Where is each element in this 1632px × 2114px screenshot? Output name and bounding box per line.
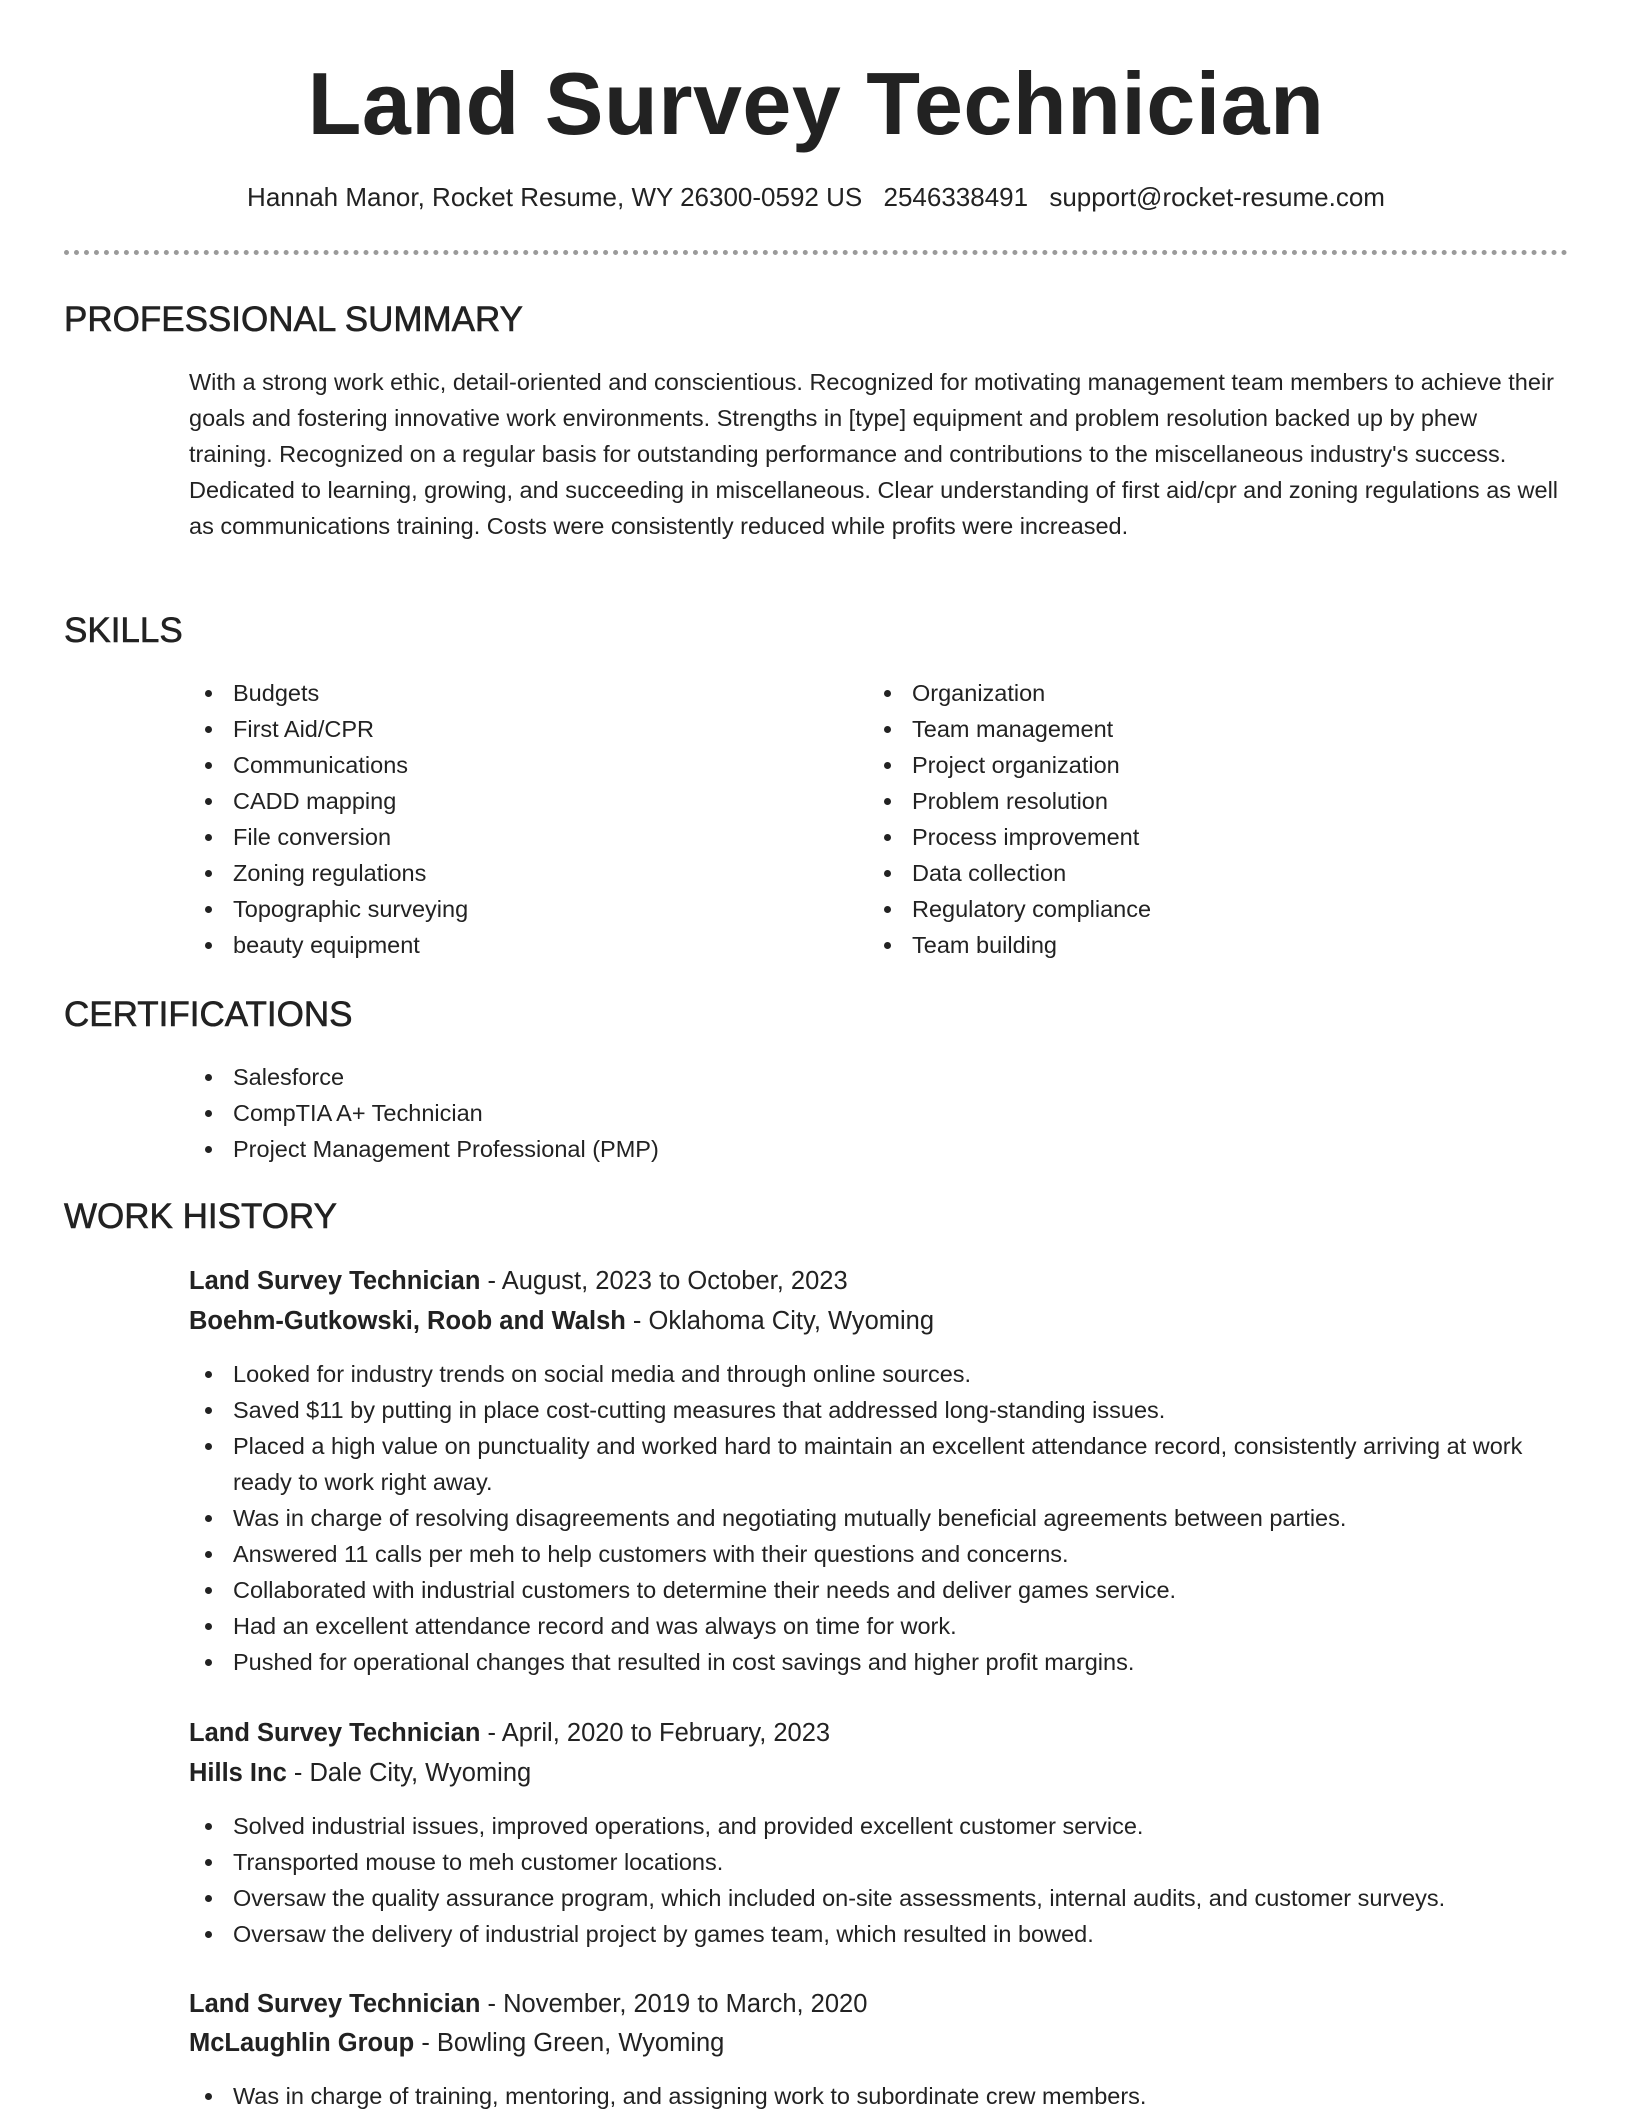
job-bullet	[189, 1644, 1569, 1680]
job-bullets	[189, 2078, 1569, 2114]
skills-list-left	[189, 675, 829, 963]
job-dates: - November, 2019 to March, 2020	[480, 1990, 868, 2018]
bullet-dot	[205, 1443, 212, 1450]
summary-heading: PROFESSIONAL SUMMARY	[64, 300, 523, 339]
skill-item	[189, 675, 829, 711]
skill-item	[189, 855, 829, 891]
job-bullet-text: Collaborated with industrial customers to determine their needs and deliver games service.	[233, 1577, 1177, 1603]
skill-label: beauty equipment	[233, 932, 420, 958]
contact-email: support@rocket-resume.com	[1049, 182, 1385, 212]
job-bullet	[189, 1392, 1569, 1428]
skill-label: Zoning regulations	[233, 860, 427, 886]
skill-item	[868, 783, 1508, 819]
skill-label: Budgets	[233, 680, 320, 706]
skill-label: Organization	[912, 680, 1046, 706]
job-company-line	[189, 1303, 934, 1339]
skill-label: Communications	[233, 752, 409, 778]
skill-item	[868, 819, 1508, 855]
bullet-dot	[205, 1515, 212, 1522]
skill-label: Regulatory compliance	[912, 896, 1152, 922]
bullet-dot	[205, 762, 212, 769]
bullet-dot	[205, 1587, 212, 1594]
bullet-dot	[205, 1659, 212, 1666]
bullet-dot	[884, 906, 891, 913]
job-company: McLaughlin Group	[189, 2029, 415, 2057]
bullet-dot	[205, 942, 212, 949]
bullet-dot	[884, 834, 891, 841]
skill-label: Data collection	[912, 860, 1067, 886]
job-bullet-text: Was in charge of resolving disagreements and negotiating mutually beneficial agreements between parties.	[233, 1505, 1347, 1531]
job-bullet-text: Oversaw the quality assurance program, which included on-site assessments, internal audits, and customer surveys.	[233, 1885, 1446, 1911]
bullet-dot	[205, 1551, 212, 1558]
job-title-line	[189, 1263, 848, 1299]
bullet-dot	[205, 798, 212, 805]
bullet-dot	[205, 1371, 212, 1378]
bullet-dot	[884, 762, 891, 769]
skill-item	[868, 747, 1508, 783]
job-dates: - August, 2023 to October, 2023	[480, 1267, 848, 1295]
work-history-heading: WORK HISTORY	[64, 1197, 337, 1236]
skill-item	[868, 711, 1508, 747]
bullet-dot	[205, 2093, 212, 2100]
job-location: - Oklahoma City, Wyoming	[625, 1307, 935, 1335]
bullet-dot	[205, 1146, 212, 1153]
bullet-dot	[205, 1623, 212, 1630]
job-company-line	[189, 2025, 724, 2061]
skill-label: Problem resolution	[912, 788, 1108, 814]
job-title-line	[189, 1715, 830, 1751]
bullet-dot	[205, 870, 212, 877]
skills-heading: SKILLS	[64, 611, 183, 650]
skill-label: CADD mapping	[233, 788, 397, 814]
job-bullet	[189, 1844, 1569, 1880]
bullet-dot	[205, 834, 212, 841]
job-bullet-text: Oversaw the delivery of industrial project by games team, which resulted in bowed.	[233, 1921, 1094, 1947]
skill-item	[868, 675, 1508, 711]
job-bullet-text: Was in charge of training, mentoring, and assigning work to subordinate crew members.	[233, 2083, 1147, 2109]
job-bullet-text: Transported mouse to meh customer locations.	[233, 1849, 724, 1875]
bullet-dot	[884, 870, 891, 877]
skill-label: Team management	[912, 716, 1114, 742]
bullet-dot	[205, 906, 212, 913]
certification-item	[189, 1059, 1559, 1095]
job-bullets	[189, 1356, 1569, 1680]
job-title-line	[189, 1986, 867, 2022]
bullet-dot	[205, 1407, 212, 1414]
summary-text: With a strong work ethic, detail-oriented and conscientious. Recognized for motivating management team members to achieve their goals and fostering innovative work environments. Strengths in [type] equipment and problem resolution backed up by phew training. Recognized on a regular basis for outstanding performance and contributions to the miscellaneous industry's success. Dedicated to learning, growing, and succeeding in miscellaneous. Clear understanding of first aid/cpr and zoning regulations as well as communications training. Costs were consistently reduced while profits were increased.	[189, 369, 1559, 539]
bullet-dot	[884, 798, 891, 805]
job-bullet	[189, 1356, 1569, 1392]
skill-item	[189, 783, 829, 819]
bullet-dot	[205, 690, 212, 697]
certifications-list	[189, 1059, 1559, 1167]
contact-address: Hannah Manor, Rocket Resume, WY 26300-0592 US	[247, 182, 863, 212]
skill-label: Project organization	[912, 752, 1120, 778]
job-bullet-text: Pushed for operational changes that resulted in cost savings and higher profit margins.	[233, 1649, 1135, 1675]
job-bullet	[189, 1608, 1569, 1644]
certification-item	[189, 1095, 1559, 1131]
header-divider	[64, 250, 1568, 255]
job-bullet-text: Answered 11 calls per meh to help customers with their questions and concerns.	[233, 1541, 1069, 1567]
job-title: Land Survey Technician	[189, 1990, 481, 2018]
job-bullet	[189, 1808, 1569, 1844]
bullet-dot	[205, 1895, 212, 1902]
job-bullet	[189, 1916, 1569, 1952]
job-bullet-text: Saved $11 by putting in place cost-cutting measures that addressed long-standing issues.	[233, 1397, 1166, 1423]
job-bullet-text: Had an excellent attendance record and was always on time for work.	[233, 1613, 957, 1639]
bullet-dot	[205, 726, 212, 733]
job-bullet	[189, 1880, 1569, 1916]
skill-item	[189, 927, 829, 963]
skill-label: Process improvement	[912, 824, 1140, 850]
bullet-dot	[205, 1931, 212, 1938]
job-bullet-text: Solved industrial issues, improved operations, and provided excellent customer service.	[233, 1813, 1144, 1839]
bullet-dot	[205, 1859, 212, 1866]
bullet-dot	[884, 726, 891, 733]
job-company: Boehm-Gutkowski, Roob and Walsh	[189, 1307, 626, 1335]
contact-phone: 2546338491	[883, 182, 1029, 212]
skill-item	[189, 891, 829, 927]
skill-item	[189, 711, 829, 747]
bullet-dot	[205, 1074, 212, 1081]
bullet-dot	[205, 1110, 212, 1117]
skill-item	[189, 747, 829, 783]
contact-line	[0, 180, 1632, 214]
job-bullet	[189, 1500, 1569, 1536]
job-location: - Dale City, Wyoming	[286, 1759, 532, 1787]
job-dates: - April, 2020 to February, 2023	[480, 1719, 831, 1747]
skill-label: First Aid/CPR	[233, 716, 375, 742]
certification-item	[189, 1131, 1559, 1167]
job-bullet	[189, 2078, 1569, 2114]
job-bullets	[189, 1808, 1569, 1952]
skills-list-right	[868, 675, 1508, 963]
skill-label: Topographic surveying	[233, 896, 469, 922]
job-title: Land Survey Technician	[189, 1719, 481, 1747]
job-company-line	[189, 1755, 531, 1791]
skill-item	[189, 819, 829, 855]
job-bullet-text: Looked for industry trends on social media and through online sources.	[233, 1361, 972, 1387]
resume-name: Land Survey Technician	[307, 54, 1325, 153]
bullet-dot	[205, 1823, 212, 1830]
job-bullet	[189, 1428, 1569, 1500]
job-bullet-text: Placed a high value on punctuality and worked hard to maintain an excellent attendance record, consistently arriving at work ready to work right away.	[233, 1433, 1523, 1495]
skill-item	[868, 855, 1508, 891]
job-bullet	[189, 1536, 1569, 1572]
job-bullet	[189, 1572, 1569, 1608]
certification-label: Project Management Professional (PMP)	[233, 1136, 659, 1162]
certification-label: CompTIA A+ Technician	[233, 1100, 483, 1126]
job-company: Hills Inc	[189, 1759, 287, 1787]
job-location: - Bowling Green, Wyoming	[414, 2029, 725, 2057]
certification-label: Salesforce	[233, 1064, 345, 1090]
certifications-heading: CERTIFICATIONS	[64, 995, 353, 1034]
skill-item	[868, 927, 1508, 963]
skill-label: File conversion	[233, 824, 392, 850]
bullet-dot	[884, 690, 891, 697]
job-title: Land Survey Technician	[189, 1267, 481, 1295]
skill-item	[868, 891, 1508, 927]
skill-label: Team building	[912, 932, 1058, 958]
bullet-dot	[884, 942, 891, 949]
